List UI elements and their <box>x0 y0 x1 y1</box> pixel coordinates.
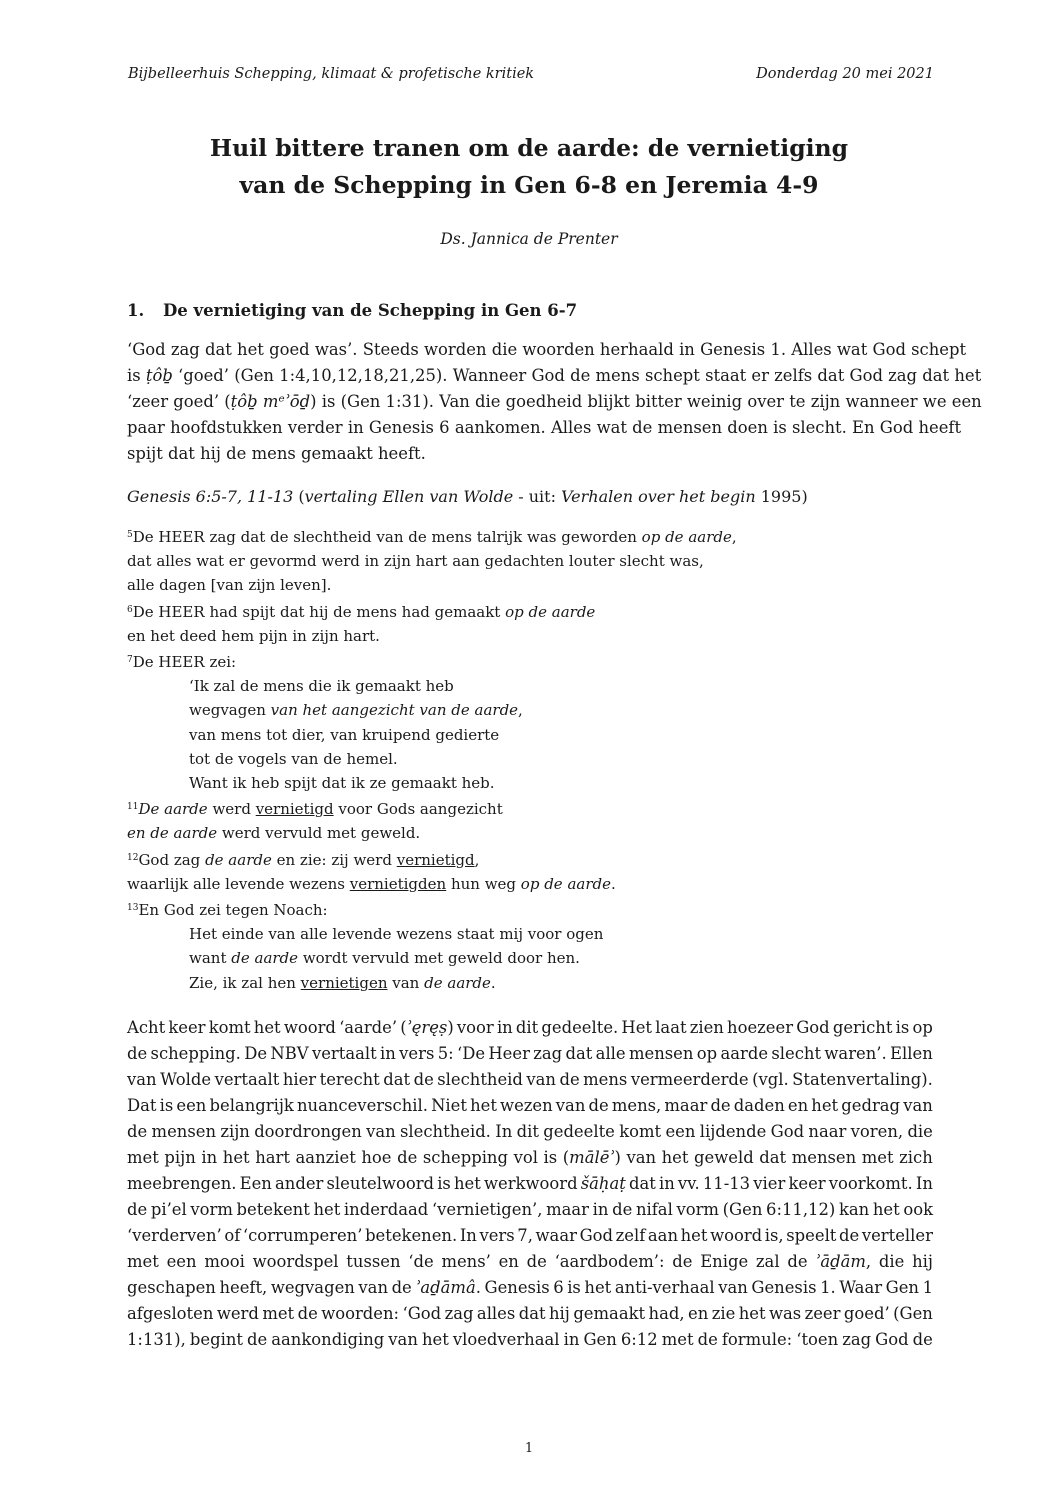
word: De <box>244 1044 268 1063</box>
citation-ref: Genesis 6:5-7, 11-13 <box>127 487 294 506</box>
word: (mālēʾ) <box>562 1148 621 1167</box>
word: aankondiging <box>271 1330 385 1349</box>
word: ‘vernietigen’, <box>431 1200 543 1219</box>
word: was <box>768 1304 802 1323</box>
paragraph-2-line <box>127 1171 933 1197</box>
word: zelf <box>615 1226 646 1245</box>
citation-book: Verhalen over het begin <box>561 487 756 506</box>
word: Gen <box>885 1278 919 1297</box>
word: zal <box>755 1252 780 1271</box>
scripture-quotation <box>127 523 737 995</box>
word: van <box>903 1096 933 1115</box>
word: ‘aardbodem’: <box>554 1252 665 1271</box>
word: mensen <box>151 1122 216 1141</box>
verse-number: 12 <box>127 852 139 863</box>
word: een <box>176 1096 207 1115</box>
word: inderdaad <box>343 1200 429 1219</box>
word: mens, <box>611 1096 662 1115</box>
word: woord <box>710 1226 763 1245</box>
word: woordspel <box>252 1252 339 1271</box>
word: alles <box>476 1304 516 1323</box>
paragraph-2-line <box>127 1041 933 1067</box>
verse-line: waarlijk alle levende wezens vernietigden hun weg op de aarde. <box>127 874 616 893</box>
word: en <box>787 1096 809 1115</box>
word: Genesis <box>484 1278 550 1297</box>
verse-line: $^{11}$De aarde werd vernietigd voor Gods aangezicht <box>127 800 503 819</box>
word: vorm <box>676 1200 719 1219</box>
word: de <box>127 1044 148 1063</box>
word: is <box>543 1148 558 1167</box>
word: goed’ <box>843 1304 890 1323</box>
word: voren, <box>850 1122 904 1141</box>
word: vers <box>399 1044 435 1063</box>
title-line-2: van de Schepping in Gen 6-8 en Jeremia 4-9 <box>239 171 819 199</box>
paragraph-2 <box>127 1015 933 1353</box>
word: de <box>397 1148 418 1167</box>
word: God <box>579 1226 614 1245</box>
word: het <box>470 1096 497 1115</box>
verse-line: want de aarde wordt vervuld met geweld door hen. <box>189 949 580 968</box>
word: God <box>875 1330 909 1349</box>
paragraph-1-line: is ṭôḇ ‘goed’ (Gen 1:4,10,12,18,21,25). Wanneer God de mens schept staat er zelfs dat God zag dat het <box>127 366 982 385</box>
word: dat <box>628 1174 656 1193</box>
paragraph-1 <box>127 337 982 467</box>
paragraph-2-line <box>127 1197 933 1223</box>
paragraph-2-line <box>127 1067 933 1093</box>
word: dit <box>515 1018 539 1037</box>
word: 5: <box>437 1044 454 1063</box>
word: een <box>166 1252 197 1271</box>
word: woorden: <box>321 1304 400 1323</box>
word: de <box>612 1200 633 1219</box>
word: ʾāḏām, <box>815 1252 872 1271</box>
word: woord <box>283 1018 336 1037</box>
word: ander <box>275 1174 324 1193</box>
word: In <box>495 1122 513 1141</box>
word: is <box>895 1018 910 1037</box>
word: gedeelte. <box>541 1018 619 1037</box>
word: is, <box>764 1226 784 1245</box>
word: hoezeer <box>727 1018 794 1037</box>
word: komt <box>208 1018 251 1037</box>
word: Statenvertaling). <box>792 1070 933 1089</box>
word: geschapen <box>127 1278 216 1297</box>
word: en <box>688 1304 709 1323</box>
word: het <box>313 1200 341 1219</box>
word: die <box>878 1252 905 1271</box>
word: mensen <box>628 1044 694 1063</box>
verse-line: en het deed hem pijn in zijn hart. <box>127 626 380 645</box>
word: aarde <box>720 1044 769 1063</box>
word: God <box>770 1122 805 1141</box>
word: zich <box>899 1148 933 1167</box>
word: mens <box>583 1070 628 1089</box>
word: het <box>680 1226 708 1245</box>
word: gemaakt <box>573 1304 646 1323</box>
word: schepping. <box>150 1044 241 1063</box>
word: het <box>253 1018 281 1037</box>
word: 1 <box>922 1278 933 1297</box>
word: de <box>710 1096 731 1115</box>
word: de <box>297 1304 318 1323</box>
verse-line: $^{13}$En God zei tegen Noach: <box>127 901 328 920</box>
word: wegvagen <box>270 1278 355 1297</box>
word: aanziet <box>295 1148 356 1167</box>
word: schepping <box>422 1148 508 1167</box>
author: Ds. Jannica de Prenter <box>440 230 618 248</box>
word: waren’. <box>824 1044 887 1063</box>
word: en <box>498 1252 519 1271</box>
verse-line: Zie, ik zal hen vernietigen van de aarde. <box>189 973 496 992</box>
paragraph-2-line <box>127 1093 933 1119</box>
word: keer <box>168 1018 206 1037</box>
word: verteller <box>861 1226 933 1245</box>
word: ‘God <box>402 1304 442 1323</box>
word: het <box>811 1096 839 1115</box>
word: van <box>358 1278 388 1297</box>
word: vertaalt <box>214 1070 280 1089</box>
paragraph-2-line <box>127 1119 933 1145</box>
word: met <box>262 1304 295 1323</box>
word: gericht <box>832 1018 893 1037</box>
word: 1:131), <box>127 1330 186 1349</box>
word: de <box>391 1278 412 1297</box>
word: ‘De <box>457 1044 486 1063</box>
word: van <box>366 1122 396 1141</box>
word: Wolde <box>160 1070 212 1089</box>
word: in <box>563 1330 580 1349</box>
word: Ellen <box>890 1044 933 1063</box>
word: Niet <box>431 1096 467 1115</box>
word: op <box>912 1018 933 1037</box>
word: met <box>861 1148 894 1167</box>
word: maar <box>664 1096 708 1115</box>
running-header-left: Bijbelleerhuis Schepping, klimaat & profetische kritiek <box>128 66 535 82</box>
word: in <box>380 1044 396 1063</box>
word: Acht <box>127 1018 166 1037</box>
word: tussen <box>346 1252 401 1271</box>
word: sleutelwoord <box>326 1174 435 1193</box>
word: (Gen <box>893 1304 933 1323</box>
verse-line: van mens tot dier, van kruipend gedierte <box>189 725 500 744</box>
word: lijdende <box>699 1122 767 1141</box>
word: is <box>567 1278 581 1297</box>
word: keer <box>788 1174 826 1193</box>
paragraph-2-line <box>127 1327 933 1353</box>
paragraph-1-line: paar hoofdstukken verder in Genesis 6 aankomen. Alles wat de mensen doen is slecht. En God heeft <box>127 418 962 437</box>
word: de <box>413 1070 434 1089</box>
word: slecht <box>771 1044 822 1063</box>
word: de <box>559 1070 580 1089</box>
word: het <box>222 1148 250 1167</box>
word: de <box>787 1252 808 1271</box>
word: dit <box>516 1122 539 1141</box>
word: van <box>526 1070 556 1089</box>
title-line-1: Huil bittere tranen om de aarde: de vernietiging <box>209 134 849 162</box>
word: hart <box>255 1148 290 1167</box>
word: werkwoord <box>483 1174 578 1193</box>
word: gedeelte <box>543 1122 615 1141</box>
word: 11-13 <box>702 1174 751 1193</box>
word: die <box>907 1122 933 1141</box>
word: (ʾęręṣ) <box>400 1018 454 1037</box>
word: zien <box>689 1018 724 1037</box>
word: (vgl. <box>752 1070 789 1089</box>
verse-line: Want ik heb spijt dat ik ze gemaakt heb. <box>189 774 495 793</box>
paragraph-2-line <box>127 1301 933 1327</box>
word: vv. <box>677 1174 700 1193</box>
verse-line: alle dagen [van zijn leven]. <box>127 576 332 595</box>
word: vol <box>513 1148 538 1167</box>
word: waar <box>535 1226 577 1245</box>
verse-line: $^6$De HEER had spijt dat hij de mens had gemaakt op de aarde <box>127 602 596 621</box>
page-number: 1 <box>524 1441 534 1456</box>
word: 6:12 <box>620 1330 658 1349</box>
word: ʾaḏāmâ. <box>415 1278 481 1297</box>
word: geweld <box>694 1148 754 1167</box>
verse-line: tot de vogels van de hemel. <box>189 749 398 768</box>
word: vloedverhaal <box>452 1330 560 1349</box>
word: daden <box>733 1096 785 1115</box>
word: mooi <box>204 1252 245 1271</box>
word: dat <box>565 1044 593 1063</box>
word: anti-verhaal <box>614 1278 715 1297</box>
word: ‘toen <box>796 1330 839 1349</box>
paragraph-1-line: ‘zeer goed’ (ṭôḇ mᵉʾōḏ) is (Gen 1:31). Van die goedheid blijkt bitter weinig over te zijn wanneer we een <box>127 392 982 411</box>
word: laat <box>655 1018 687 1037</box>
word: zeer <box>804 1304 841 1323</box>
word: van <box>718 1278 748 1297</box>
word: het <box>661 1148 689 1167</box>
word: terecht <box>319 1070 380 1089</box>
word: betekent <box>236 1200 310 1219</box>
paragraph-2-line <box>127 1275 933 1301</box>
word: zag <box>533 1044 563 1063</box>
word: gedrag <box>841 1096 901 1115</box>
verse-line: en de aarde werd vervuld met geweld. <box>127 824 421 843</box>
word: aan <box>647 1226 679 1245</box>
word: Een <box>239 1174 272 1193</box>
word: hij <box>912 1252 933 1271</box>
section-heading <box>127 301 577 320</box>
word: In <box>915 1174 933 1193</box>
word: het <box>584 1278 612 1297</box>
word: van <box>127 1070 157 1089</box>
word: dat <box>759 1148 787 1167</box>
word: zag <box>842 1330 872 1349</box>
verse-line: $^7$De HEER zei: <box>127 653 237 672</box>
word: doordrongen <box>254 1122 362 1141</box>
word: wezen <box>500 1096 553 1115</box>
word: formule: <box>721 1330 793 1349</box>
verse-line: Het einde van alle levende wezens staat mij voor ogen <box>189 925 604 944</box>
word: 1. <box>820 1278 836 1297</box>
word: ‘de <box>408 1252 434 1271</box>
citation-translation: vertaling Ellen van Wolde <box>304 487 514 506</box>
word: de <box>127 1200 148 1219</box>
verse-number: 7 <box>127 655 133 666</box>
word: pi’el <box>150 1200 187 1219</box>
section-number: 1. <box>127 301 145 320</box>
word: Dat <box>127 1096 157 1115</box>
word: in <box>658 1174 675 1193</box>
word: in <box>496 1018 513 1037</box>
word: hoe <box>361 1148 392 1167</box>
word: de <box>697 1330 718 1349</box>
word: met <box>127 1148 159 1167</box>
word: Het <box>621 1018 653 1037</box>
word: het <box>453 1174 481 1193</box>
verse-number: 11 <box>127 802 139 813</box>
word: speelt <box>786 1226 837 1245</box>
verse-line: ‘Ik zal de mens die ik gemaakt heb <box>189 677 454 696</box>
word: (Gen <box>722 1200 763 1219</box>
word: voorkomt. <box>828 1174 913 1193</box>
document-title <box>0 130 1058 204</box>
word: op <box>696 1044 718 1063</box>
word: hier <box>282 1070 317 1089</box>
verse-number: 13 <box>127 903 139 914</box>
word: Genesis <box>751 1278 817 1297</box>
word: van <box>555 1096 586 1115</box>
verse-line: $^5$De HEER zag dat de slechtheid van de mens talrijk was geworden op de aarde, <box>127 528 737 546</box>
word: šāḥaṭ <box>580 1174 626 1193</box>
word: de <box>912 1330 933 1349</box>
paragraph-2-line <box>127 1249 933 1275</box>
word: zie <box>711 1304 736 1323</box>
word: zijn <box>220 1122 250 1141</box>
section-title: De vernietiging van de Schepping in Gen 6-7 <box>163 301 578 320</box>
word: 6 <box>553 1278 564 1297</box>
word: mensen <box>791 1148 857 1167</box>
word: 7, <box>517 1226 533 1245</box>
word: hij <box>549 1304 570 1323</box>
running-header-right: Donderdag 20 mei 2021 <box>756 66 934 82</box>
word: de <box>672 1252 693 1271</box>
word: Heer <box>488 1044 530 1063</box>
word: voor <box>456 1018 494 1037</box>
word: de <box>588 1096 609 1115</box>
word: het <box>421 1330 449 1349</box>
word: in <box>201 1148 218 1167</box>
word: meebrengen. <box>127 1174 237 1193</box>
verse-number: 5 <box>127 530 133 540</box>
word: alle <box>595 1044 626 1063</box>
word: kan <box>838 1200 870 1219</box>
paragraph-2-line <box>127 1015 933 1041</box>
word: of <box>224 1226 241 1245</box>
word: komt <box>619 1122 662 1141</box>
verse-line: wegvagen van het aangezicht van de aarde, <box>189 701 523 720</box>
word: slechtheid. <box>400 1122 491 1141</box>
paragraph-1-line: spijt dat hij de mens gemaakt heeft. <box>127 444 426 463</box>
word: de <box>127 1122 148 1141</box>
word: heeft, <box>219 1278 268 1297</box>
citation-heading: Genesis 6:5-7, 11-13 (vertaling Ellen van Wolde - uit: Verhalen over het begin 1995) <box>127 487 808 506</box>
word: een <box>665 1122 696 1141</box>
word: slechtheid <box>437 1070 523 1089</box>
word: is <box>437 1174 451 1193</box>
word: ‘aarde’ <box>339 1018 398 1037</box>
word: met <box>127 1252 159 1271</box>
word: betekenen. <box>365 1226 458 1245</box>
word: NBV <box>270 1044 309 1063</box>
verse-line: $^{12}$God zag de aarde en zie: zij werd vernietigd, <box>127 850 480 869</box>
word: Gen <box>583 1330 617 1349</box>
word: nifal <box>635 1200 673 1219</box>
word: van <box>626 1148 657 1167</box>
word: mens’ <box>441 1252 491 1271</box>
word: vers <box>479 1226 515 1245</box>
word: pijn <box>164 1148 196 1167</box>
word: vier <box>753 1174 786 1193</box>
word: ‘corrumperen’ <box>242 1226 363 1245</box>
word: nuanceverschil. <box>296 1096 428 1115</box>
word: van <box>388 1330 418 1349</box>
word: In <box>459 1226 477 1245</box>
paragraph-2-line <box>127 1145 933 1171</box>
word: in <box>592 1200 609 1219</box>
word: naar <box>808 1122 847 1141</box>
word: vorm <box>190 1200 233 1219</box>
verse-number: 6 <box>127 604 133 615</box>
word: werd <box>216 1304 259 1323</box>
word: de <box>839 1226 860 1245</box>
word: het <box>738 1304 766 1323</box>
word: afgesloten <box>127 1304 214 1323</box>
word: Waar <box>839 1278 883 1297</box>
word: begint <box>189 1330 243 1349</box>
paragraph-1-line: ‘God zag dat het goed was’. Steeds worden die woorden herhaald in Genesis 1. Alles wat God schept <box>127 340 967 359</box>
word: zag <box>444 1304 474 1323</box>
word: dat <box>518 1304 546 1323</box>
word: belangrijk <box>209 1096 294 1115</box>
word: God <box>796 1018 830 1037</box>
word: vertaalt <box>311 1044 377 1063</box>
word: met <box>661 1330 694 1349</box>
word: dat <box>383 1070 411 1089</box>
word: het <box>872 1200 900 1219</box>
word: 6:11,12) <box>766 1200 836 1219</box>
word: de <box>526 1252 547 1271</box>
word: had, <box>648 1304 685 1323</box>
word: Enige <box>700 1252 749 1271</box>
word: maar <box>546 1200 589 1219</box>
verse-line: dat alles wat er gevormd werd in zijn hart aan gedachten louter slecht was, <box>127 552 704 571</box>
word: is <box>159 1096 174 1115</box>
word: ook <box>903 1200 933 1219</box>
paragraph-2-line <box>127 1223 933 1249</box>
word: ‘verderven’ <box>127 1226 222 1245</box>
word: vermeerderde <box>630 1070 749 1089</box>
word: de <box>247 1330 268 1349</box>
